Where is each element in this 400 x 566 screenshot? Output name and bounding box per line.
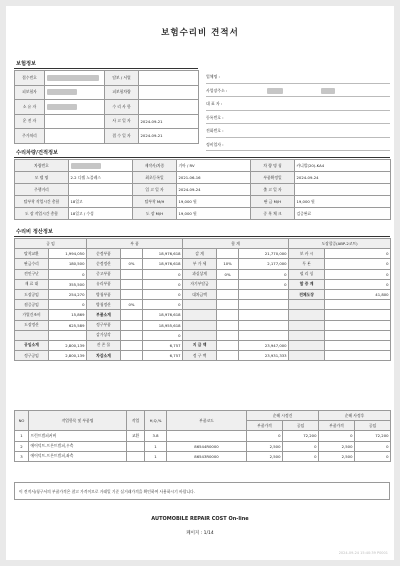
settlement-value: 23,931,333 <box>239 351 289 361</box>
part-value: 1 <box>145 441 167 451</box>
settlement-row <box>15 269 391 279</box>
settlement-label: 순정정산 <box>87 259 121 269</box>
vehicle-value: 2024-09-24 <box>177 184 251 196</box>
insurance-value <box>139 100 199 115</box>
settlement-value: 0 <box>143 330 183 340</box>
insurance-label: 주가처리 <box>15 129 45 144</box>
settlement-row <box>15 300 391 310</box>
company-info-row <box>206 124 390 138</box>
parts-row <box>15 431 391 441</box>
parts-header: 순해 사정후 <box>319 411 391 421</box>
vehicle-label: 탈부착 작업시간 총합 <box>15 196 69 208</box>
vehicle-label: 주행거리 <box>15 184 69 196</box>
vehicle-value: 19,000 원 <box>177 196 251 208</box>
redacted-value <box>267 88 283 94</box>
company-info-label: 전화번호 : <box>206 128 224 133</box>
settlement-label: 보 카 시 <box>289 249 325 259</box>
settlement-value <box>217 330 239 340</box>
vehicle-value <box>69 160 133 172</box>
settlement-label <box>289 310 325 320</box>
vehicle-value: 19,000 원 <box>177 208 251 220</box>
vehicle-value: 2024-09-24 <box>295 172 391 184</box>
settlement-table <box>14 238 391 361</box>
settlement-value <box>325 351 391 361</box>
parts-subheader: 부품가격 <box>247 421 283 431</box>
parts-header: H,Q,% <box>145 411 167 431</box>
company-info-label: 대 표 자 : <box>206 101 223 106</box>
insurance-value <box>45 114 105 129</box>
settlement-divider <box>14 236 390 237</box>
settlement-label: 견인구난 <box>15 269 49 279</box>
part-value: 72,200 <box>283 431 319 441</box>
settlement-label <box>15 330 49 340</box>
vehicle-value: 2021-06-16 <box>177 172 251 184</box>
settlement-value <box>121 289 143 299</box>
insurance-table <box>14 70 199 144</box>
vehicle-label: 도 장 작업시간 총합 <box>15 208 69 220</box>
estimate-page <box>6 6 394 560</box>
settlement-label: 감가상각 <box>87 330 121 340</box>
settlement-value <box>217 279 239 289</box>
settlement-value: 15,869 <box>49 310 87 320</box>
vehicle-label: 탈부착 M/H <box>133 196 177 208</box>
settlement-value: 0 <box>325 249 391 259</box>
settlement-label: 투 톤 <box>289 259 325 269</box>
settlement-label <box>183 310 217 320</box>
vehicle-label: 도 장 M/H <box>133 208 177 220</box>
vehicle-row <box>15 208 391 220</box>
company-info-row <box>206 97 390 111</box>
settlement-value <box>217 310 239 320</box>
settlement-row <box>15 320 391 330</box>
part-value <box>127 451 145 461</box>
settlement-label: 대차금액 <box>183 289 217 299</box>
part-value: 2,500 <box>319 441 355 451</box>
settlement-value: 0 <box>325 259 391 269</box>
settlement-value: 0% <box>217 269 239 279</box>
redacted-value <box>321 88 335 94</box>
vehicle-value: 검증완료 <box>295 208 391 220</box>
vehicle-label: 중 복 체 크 <box>251 208 295 220</box>
settlement-label: 전체도장 <box>289 289 325 299</box>
settlement-header: 도장할증(ABP-2코트) <box>289 239 391 249</box>
part-value: 0 <box>319 431 355 441</box>
vehicle-label: 제작사/차종 <box>133 160 177 172</box>
settlement-label: 방청정산 <box>87 300 121 310</box>
redacted-value <box>47 89 77 95</box>
settlement-label: 유리부품 <box>87 279 121 289</box>
settlement-label: 과실상계 <box>183 269 217 279</box>
insurance-divider <box>14 68 198 69</box>
settlement-value: 41,800 <box>325 289 391 299</box>
settlement-value <box>121 351 143 361</box>
part-value: 72,200 <box>355 431 391 441</box>
settlement-label: 도장정산 <box>15 320 49 330</box>
vehicle-value <box>295 184 391 196</box>
vehicle-section-title: 수리차량/견적정보 <box>16 150 58 156</box>
settlement-value: 18,976,618 <box>143 310 183 320</box>
part-value: 0 <box>355 441 391 451</box>
parts-subheader: 공임 <box>283 421 319 431</box>
settlement-row <box>15 330 391 340</box>
insurance-value: 2024-09-21 <box>139 114 199 129</box>
settlement-value <box>217 340 239 350</box>
settlement-value: 0 <box>49 300 87 310</box>
parts-subheader: 공임 <box>355 421 391 431</box>
company-info-label: 사업장주소 : <box>206 87 228 93</box>
settlement-value <box>325 340 391 350</box>
settlement-label: 펄 리 싱 <box>289 269 325 279</box>
settlement-value <box>239 320 289 330</box>
parts-header: 작업 <box>127 411 145 431</box>
parts-row <box>15 441 391 451</box>
part-value <box>167 431 247 441</box>
settlement-label: 지 급 액 <box>183 340 217 350</box>
part-value: 86544R0000 <box>167 441 247 451</box>
insurance-label: 접 수 일 자 <box>105 129 139 144</box>
insurance-label: 담보 / 서열 <box>105 71 139 86</box>
settlement-label: 공임소계 <box>15 340 49 350</box>
vehicle-value <box>69 184 133 196</box>
settlement-label <box>289 340 325 350</box>
vehicle-value: 카니발(20)-KA4 <box>295 160 391 172</box>
footer-title: AUTOMOBILE REPAIR COST On-line <box>151 516 249 522</box>
settlement-label: 부 가 세 <box>183 259 217 269</box>
settlement-label: 자기부담금 <box>183 279 217 289</box>
settlement-label: 잔 존 물 <box>87 340 121 350</box>
settlement-label <box>183 300 217 310</box>
vehicle-label: 최초등록일 <box>133 172 177 184</box>
settlement-value <box>239 289 289 299</box>
insurance-label: 소 유 자 <box>15 100 45 115</box>
vehicle-value: 18일고 / 수성 <box>69 208 133 220</box>
parts-row <box>15 451 391 461</box>
settlement-value: 1,994,050 <box>49 249 87 259</box>
vehicle-label: 부품확정일 <box>251 172 295 184</box>
vehicle-row <box>15 184 391 196</box>
settlement-value <box>239 330 289 340</box>
settlement-value: 10% <box>217 259 239 269</box>
vehicle-label: 판 금 M/H <box>251 196 295 208</box>
settlement-value: 2,800,139 <box>49 351 87 361</box>
settlement-value: 6,757 <box>143 340 183 350</box>
insurance-label: 접수번호 <box>15 71 45 86</box>
settlement-label: 차감소계 <box>87 351 121 361</box>
settlement-label: 중고부품 <box>87 269 121 279</box>
settlement-row <box>15 249 391 259</box>
parts-subheader: 부품가격 <box>319 421 355 431</box>
insurance-value <box>45 129 105 144</box>
vehicle-value: 18일고 <box>69 196 133 208</box>
settlement-value: 0 <box>325 279 391 289</box>
part-value: 2,500 <box>247 451 283 461</box>
parts-header: 부품코드 <box>167 411 247 431</box>
vehicle-label: 입 고 일 자 <box>133 184 177 196</box>
settlement-value: 6,757 <box>143 351 183 361</box>
settlement-label: 정구부품 <box>87 320 121 330</box>
insurance-value <box>139 85 199 100</box>
settlement-value: 23,947,000 <box>239 340 289 350</box>
settlement-label: 할 증 계 <box>289 279 325 289</box>
settlement-value: 2,800,139 <box>49 340 87 350</box>
insurance-value <box>45 85 105 100</box>
insurance-label: 수 리 사 항 <box>105 100 139 115</box>
vehicle-label: 차 량 명 칭 <box>251 160 295 172</box>
settlement-value: 0 <box>143 300 183 310</box>
insurance-label: 피보험차량 <box>105 85 139 100</box>
settlement-row <box>15 289 391 299</box>
insurance-row <box>15 100 199 115</box>
parts-header-row <box>15 411 391 421</box>
parts-header: NO <box>15 411 29 431</box>
settlement-value: 2,177,000 <box>239 259 289 269</box>
company-info-row <box>206 84 390 98</box>
settlement-value <box>121 340 143 350</box>
redacted-value <box>47 75 99 81</box>
settlement-label: 부품소계 <box>87 310 121 320</box>
insurance-value <box>139 71 199 86</box>
settlement-value <box>239 310 289 320</box>
settlement-value: 0 <box>239 279 289 289</box>
settlement-label <box>183 330 217 340</box>
part-value: 0 <box>283 441 319 451</box>
redacted-value <box>47 104 77 110</box>
settlement-label: 점증공임 <box>15 300 49 310</box>
part-value: 86543R0000 <box>167 451 247 461</box>
settlement-value: 21,770,000 <box>239 249 289 259</box>
parts-header: 순해 시정건 <box>247 411 319 421</box>
settlement-value: 0% <box>121 259 143 269</box>
settlement-label <box>289 351 325 361</box>
company-info-row <box>206 70 390 84</box>
insurance-row <box>15 71 199 86</box>
settlement-value <box>217 351 239 361</box>
settlement-value <box>121 249 143 259</box>
settlement-value: 0 <box>239 269 289 279</box>
part-value: 교환 <box>127 431 145 441</box>
vehicle-divider <box>14 157 390 158</box>
vehicle-label: 차량번호 <box>15 160 69 172</box>
settlement-value <box>325 310 391 320</box>
settlement-value: 0 <box>143 279 183 289</box>
settlement-label: 정구공임 <box>15 351 49 361</box>
settlement-value: 355,500 <box>49 279 87 289</box>
insurance-section-title: 보험정보 <box>16 61 37 67</box>
insurance-row <box>15 129 199 144</box>
part-value: 2,500 <box>319 451 355 461</box>
settlement-value <box>239 300 289 310</box>
vehicle-value: 2.2 디젤 노블레스 <box>69 172 133 184</box>
part-value: 0 <box>355 451 391 461</box>
part-name: 에어덕트-프론트범퍼,좌측 <box>29 451 127 461</box>
vehicle-label: 모 델 명 <box>15 172 69 184</box>
settlement-value: 0 <box>325 269 391 279</box>
settlement-label <box>183 320 217 330</box>
settlement-label: 가열건조비 <box>15 310 49 320</box>
settlement-label <box>289 320 325 330</box>
part-value: 1 <box>145 451 167 461</box>
settlement-label: 순정부품 <box>87 249 121 259</box>
insurance-label: 운 전 자 <box>15 114 45 129</box>
settlement-row <box>15 279 391 289</box>
settlement-value <box>217 300 239 310</box>
settlement-row <box>15 340 391 350</box>
settlement-value: 0 <box>143 289 183 299</box>
company-info-label: 업체명 : <box>206 74 220 79</box>
part-value: 0 <box>283 451 319 461</box>
part-name: 프런트범퍼커버 <box>29 431 127 441</box>
settlement-label: 재 료 대 <box>15 279 49 289</box>
settlement-value <box>49 330 87 340</box>
settlement-header-row <box>15 239 391 249</box>
settlement-value: 18,955,618 <box>143 320 183 330</box>
insurance-label: 사 고 일 자 <box>105 114 139 129</box>
page-title: 보험수리비 견적서 <box>161 28 239 38</box>
settlement-label <box>289 330 325 340</box>
part-value: 1 <box>15 431 29 441</box>
company-info-label: 등록번호 : <box>206 114 224 120</box>
part-value <box>127 441 145 451</box>
vehicle-value: 19,000 원 <box>295 196 391 208</box>
part-value: 3 <box>15 451 29 461</box>
settlement-label: 방청부품 <box>87 289 121 299</box>
settlement-value: 0 <box>49 269 87 279</box>
settlement-header: 부 품 <box>87 239 183 249</box>
settlement-label <box>289 300 325 310</box>
settlement-label: 정 구 액 <box>183 351 217 361</box>
part-value: 3.8 <box>145 431 167 441</box>
price-notice: 이 견적서/청구서의 부품가격은 참고 가격이므로 거래일 기준 실거래가격을 확인하여 사용하시기 바랍니다. <box>14 482 390 500</box>
insurance-row <box>15 85 199 100</box>
settlement-value: 625,589 <box>49 320 87 330</box>
insurance-row <box>15 114 199 129</box>
settlement-section-title: 수리비 정산정보 <box>16 229 53 235</box>
settlement-value <box>217 249 239 259</box>
settlement-value: 0% <box>121 300 143 310</box>
print-timestamp: 2024-09-24 15:40:39 P0001 <box>338 551 388 555</box>
insurance-value: 2024-09-21 <box>139 129 199 144</box>
vehicle-label: 출 고 일 자 <box>251 184 295 196</box>
part-value: 2 <box>15 441 29 451</box>
page-number: 페이지 : 1/14 <box>186 531 214 536</box>
redacted-value <box>71 163 101 169</box>
settlement-value <box>325 320 391 330</box>
vehicle-row <box>15 160 391 172</box>
settlement-row <box>15 259 391 269</box>
insurance-value <box>45 71 105 86</box>
insurance-label: 피보험자 <box>15 85 45 100</box>
settlement-value: 18,976,618 <box>143 249 183 259</box>
settlement-label: 판금수리 <box>15 259 49 269</box>
settlement-value: 0 <box>143 269 183 279</box>
settlement-header: 합 계 <box>183 239 289 249</box>
part-name: 에어덕트-프론트범퍼,우측 <box>29 441 127 451</box>
settlement-value <box>325 330 391 340</box>
settlement-row <box>15 351 391 361</box>
company-info-row <box>206 111 390 125</box>
settlement-row <box>15 310 391 320</box>
parts-table <box>14 410 391 462</box>
company-info-label: 정비업자 : <box>206 141 224 147</box>
settlement-value <box>217 289 239 299</box>
settlement-value: 18,976,618 <box>143 259 183 269</box>
company-info-row <box>206 138 390 152</box>
vehicle-table <box>14 159 391 220</box>
parts-header: 작업항목 및 부품명 <box>29 411 127 431</box>
vehicle-row <box>15 172 391 184</box>
settlement-header: 공 임 <box>15 239 87 249</box>
settlement-value <box>217 320 239 330</box>
vehicle-row <box>15 196 391 208</box>
settlement-value: 254,270 <box>49 289 87 299</box>
settlement-value: 180,500 <box>49 259 87 269</box>
settlement-value <box>121 320 143 330</box>
part-value: 0 <box>247 431 283 441</box>
settlement-value <box>121 310 143 320</box>
part-value: 2,500 <box>247 441 283 451</box>
settlement-label: 감 계 <box>183 249 217 259</box>
insurance-value <box>45 100 105 115</box>
settlement-value <box>325 300 391 310</box>
settlement-label: 도장공임 <box>15 289 49 299</box>
settlement-value <box>121 330 143 340</box>
settlement-value <box>121 269 143 279</box>
settlement-label: 탈착교환 <box>15 249 49 259</box>
settlement-value <box>121 279 143 289</box>
vehicle-value: 기아 / RV <box>177 160 251 172</box>
